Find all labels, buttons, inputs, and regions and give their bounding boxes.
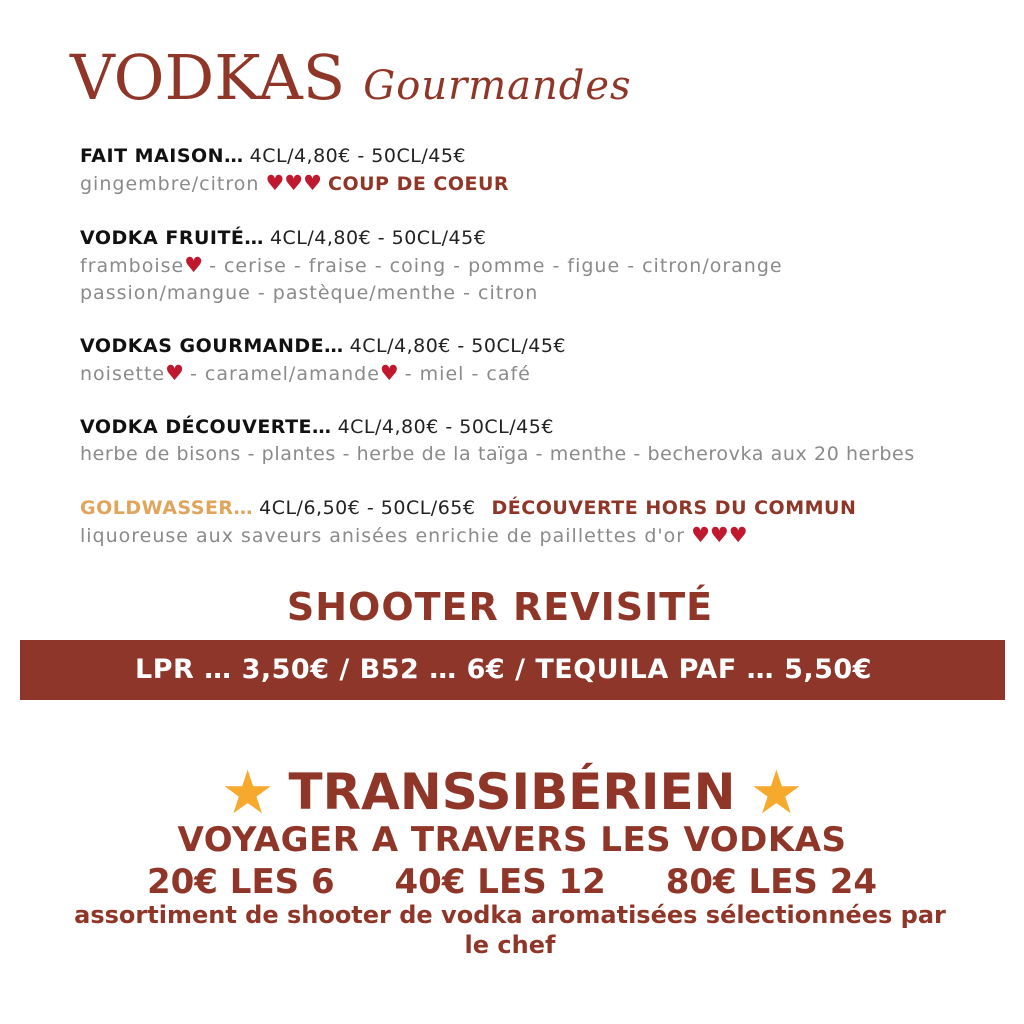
entry-description: noisette (80, 363, 166, 385)
entry-name: VODKA FRUITÉ… (80, 227, 264, 249)
entry-description: framboise (80, 255, 185, 277)
shooter-price-bar (20, 640, 1005, 700)
shooter-price-text: LPR … 3,50€ / B52 … 6€ / TEQUILA PAF … 5,50€ (135, 654, 872, 685)
menu-title (70, 38, 632, 118)
entry-price: 4CL/4,80€ - 50CL/45€ (249, 145, 466, 167)
heart-icon: ♥♥♥ (265, 171, 322, 195)
menu-entry-fait-maison (80, 143, 1010, 198)
entry-description: passion/mangue - pastèque/menthe - citron (80, 282, 539, 304)
entry-description: - caramel/amande (190, 363, 380, 385)
heart-icon: ♥♥♥ (691, 523, 748, 547)
transsiberien-subtitle: VOYAGER A TRAVERS LES VODKAS (177, 820, 847, 860)
entry-price: 4CL/4,80€ - 50CL/45€ (349, 335, 567, 357)
entry-description: gingembre/citron (80, 173, 260, 195)
entry-description: - miel - café (404, 363, 531, 385)
price-option: 40€ LES 12 (394, 862, 606, 902)
heart-icon: ♥ (379, 361, 399, 385)
entry-name: VODKA DÉCOUVERTE… (80, 416, 332, 438)
menu-entry-vodka-fruite (80, 225, 1010, 307)
transsiberien-heading (0, 758, 1024, 828)
entry-price: 4CL/6,50€ - 50CL/65€ (259, 497, 476, 519)
entry-description: liquoreuse aux saveurs anisées enrichie de paillettes d'or (80, 525, 686, 547)
menu-entry-goldwasser (80, 495, 1010, 550)
title-main: VODKAS (70, 41, 346, 114)
price-option: 80€ LES 24 (665, 862, 878, 902)
entry-name: FAIT MAISON… (80, 145, 244, 167)
entry-description: - cerise - fraise - coing - pomme - figue - citron/orange (209, 255, 783, 277)
entry-description: herbe de bisons - plantes - herbe de la taïga - menthe - becherovka aux 20 herbes (80, 443, 915, 465)
entry-name: VODKAS GOURMANDE… (80, 335, 344, 357)
decouverte-badge: DÉCOUVERTE HORS DU COMMUN (491, 497, 857, 519)
transsiberien-description: assortiment de shooter de vodka aromatisées sélectionnées par le chef (74, 901, 946, 959)
shooter-title: SHOOTER REVISITÉ (286, 585, 714, 629)
price-option: 20€ LES 6 (146, 862, 335, 902)
entry-price: 4CL/4,80€ - 50CL/45€ (269, 227, 487, 249)
star-icon: ★ (749, 758, 804, 828)
entry-name: GOLDWASSER… (80, 497, 254, 519)
menu-entry-vodkas-gourmande (80, 333, 1010, 388)
menu-entry-vodka-decouverte (80, 414, 1010, 468)
heart-icon: ♥ (184, 253, 204, 277)
entry-price: 4CL/4,80€ - 50CL/45€ (337, 416, 554, 438)
coup-de-coeur-badge: COUP DE COEUR (328, 173, 510, 195)
title-script: Gourmandes (363, 63, 632, 109)
transsiberien-title: TRANSSIBÉRIEN (288, 763, 736, 821)
heart-icon: ♥ (165, 361, 184, 385)
transsiberien-prices (0, 862, 1024, 902)
star-icon: ★ (220, 758, 275, 828)
